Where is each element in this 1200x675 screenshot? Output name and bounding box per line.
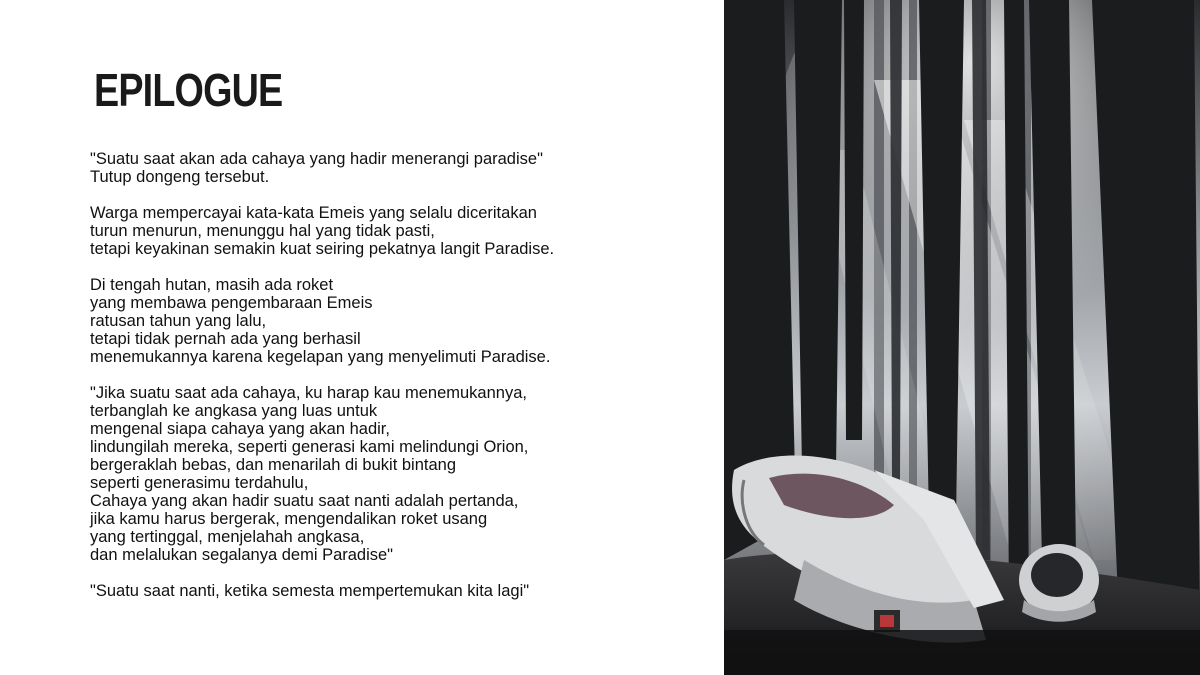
paragraph <box>90 582 710 600</box>
text-line: Di tengah hutan, masih ada roket <box>90 276 334 294</box>
text-line: turun menurun, menunggu hal yang tidak pasti, <box>90 222 435 240</box>
paragraph <box>90 204 710 258</box>
forest-rocket-image <box>724 0 1200 675</box>
text-line: terbanglah ke angkasa yang luas untuk <box>90 402 378 420</box>
text-line: mengenal siapa cahaya yang akan hadir, <box>90 420 390 438</box>
text-line: ratusan tahun yang lalu, <box>90 312 267 330</box>
text-line: Cahaya yang akan hadir suatu saat nanti adalah pertanda, <box>90 492 519 510</box>
text-line: "Suatu saat akan ada cahaya yang hadir menerangi paradise" <box>90 150 543 168</box>
text-line: yang tertinggal, menjelahah angkasa, <box>90 528 365 546</box>
text-line: tetapi tidak pernah ada yang berhasil <box>90 330 361 348</box>
paragraph <box>90 276 710 366</box>
text-line: tetapi keyakinan semakin kuat seiring pekatnya langit Paradise. <box>90 240 555 258</box>
page-title: EPILOGUE <box>94 64 283 116</box>
text-line: "Suatu saat nanti, ketika semesta mempertemukan kita lagi" <box>90 582 530 600</box>
text-line: "Jika suatu saat ada cahaya, ku harap kau menemukannya, <box>90 384 527 402</box>
text-line: jika kamu harus bergerak, mengendalikan roket usang <box>90 510 488 528</box>
text-line: menemukannya karena kegelapan yang menyelimuti Paradise. <box>90 348 551 366</box>
text-line: yang membawa pengembaraan Emeis <box>90 294 373 312</box>
text-line: Tutup dongeng tersebut. <box>90 168 270 186</box>
text-line: lindungilah mereka, seperti generasi kami melindungi Orion, <box>90 438 529 456</box>
text-line: seperti generasimu terdahulu, <box>90 474 309 492</box>
epilogue-body <box>90 150 710 618</box>
text-line: dan melalukan segalanya demi Paradise" <box>90 546 394 564</box>
text-line: bergeraklah bebas, dan menarilah di bukit bintang <box>90 456 456 474</box>
text-line: Warga mempercayai kata-kata Emeis yang selalu diceritakan <box>90 204 537 222</box>
paragraph <box>90 384 710 564</box>
paragraph <box>90 150 710 186</box>
